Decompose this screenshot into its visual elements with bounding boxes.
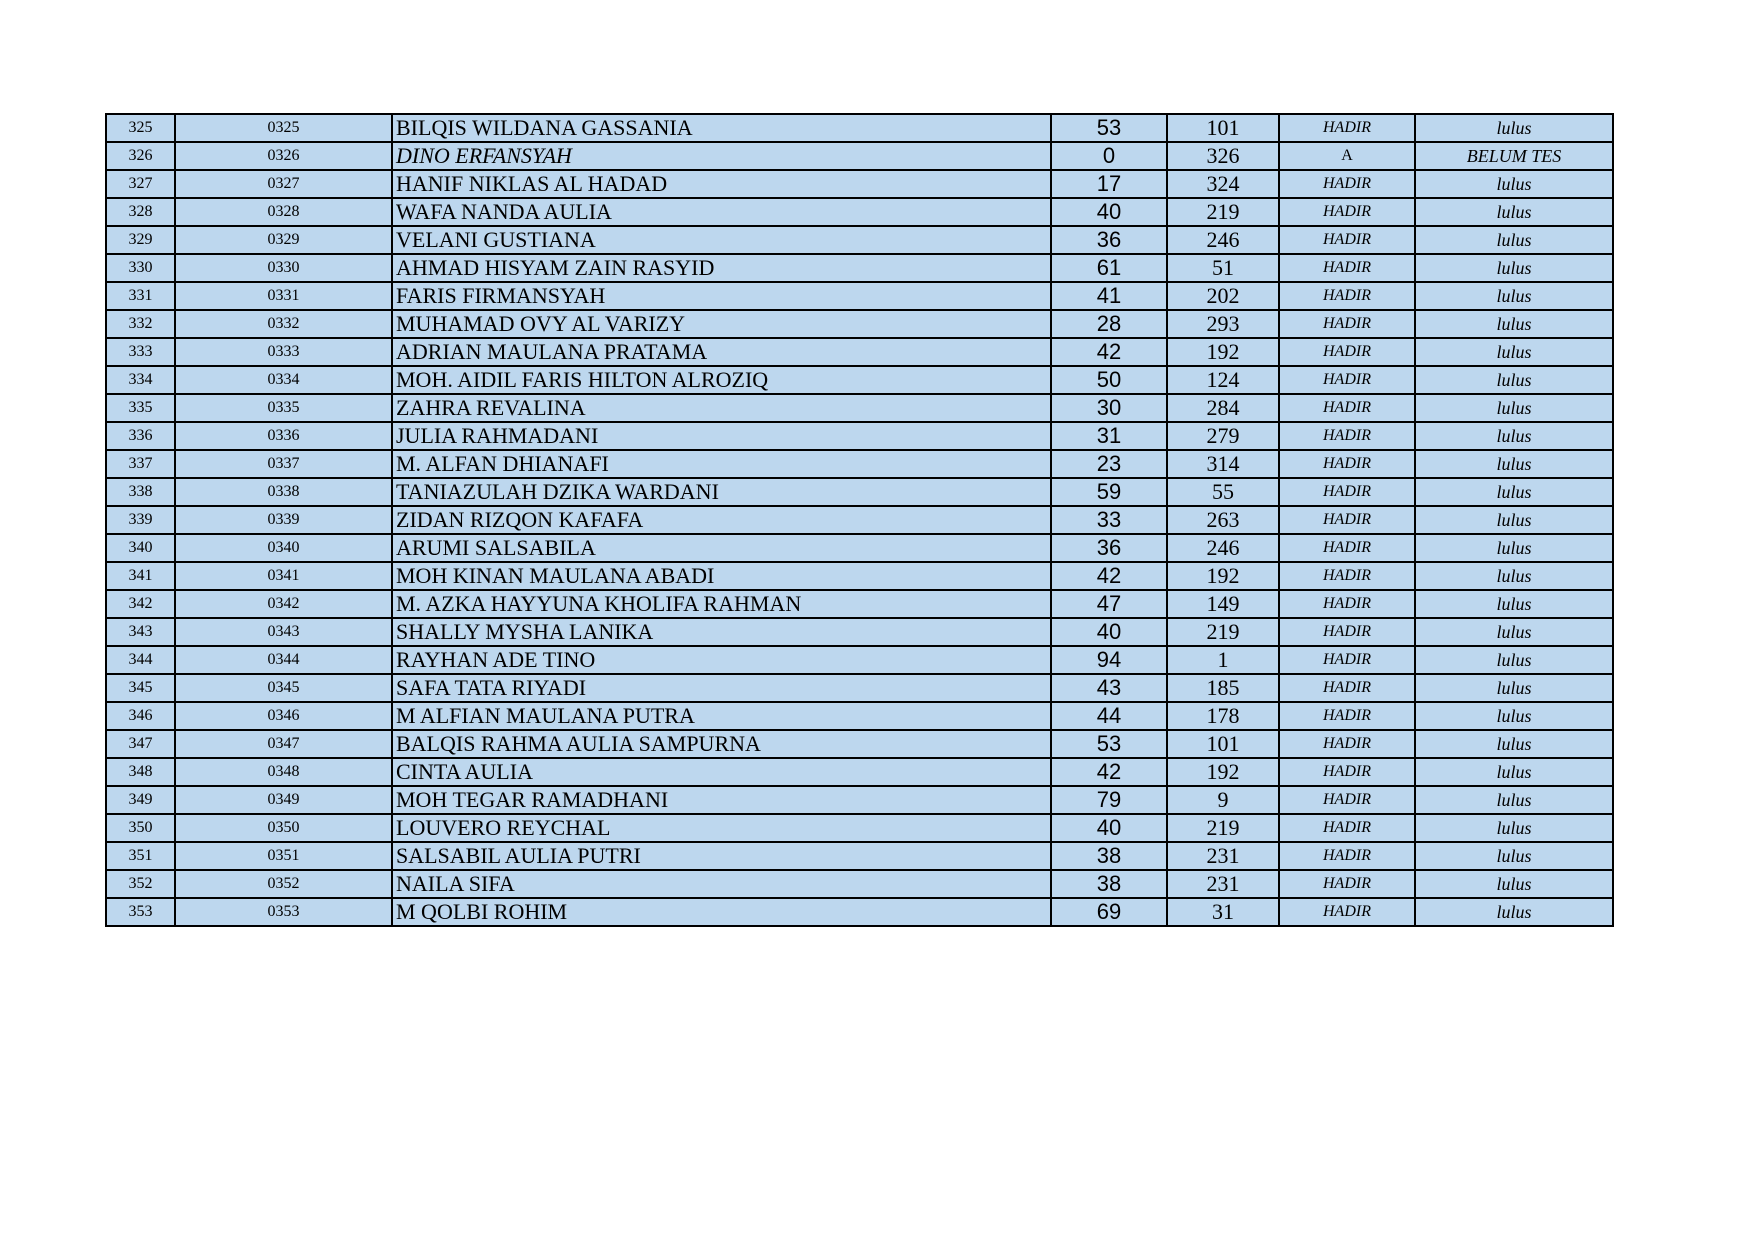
result-cell: lulus bbox=[1415, 534, 1613, 562]
participant-name-cell: SALSABIL AULIA PUTRI bbox=[392, 842, 1051, 870]
row-number-cell: 339 bbox=[106, 506, 175, 534]
attendance-cell: HADIR bbox=[1279, 702, 1415, 730]
rank-cell: 185 bbox=[1167, 674, 1279, 702]
result-cell: lulus bbox=[1415, 198, 1613, 226]
row-number-cell: 331 bbox=[106, 282, 175, 310]
table-row bbox=[106, 898, 1613, 926]
table-row bbox=[106, 254, 1613, 282]
result-cell: lulus bbox=[1415, 226, 1613, 254]
rank-cell: 124 bbox=[1167, 366, 1279, 394]
row-number-cell: 325 bbox=[106, 114, 175, 142]
rank-cell: 219 bbox=[1167, 198, 1279, 226]
attendance-cell: A bbox=[1279, 142, 1415, 170]
row-number-cell: 330 bbox=[106, 254, 175, 282]
attendance-cell: HADIR bbox=[1279, 506, 1415, 534]
participant-id-cell: 0333 bbox=[175, 338, 392, 366]
participant-id-cell: 0331 bbox=[175, 282, 392, 310]
result-cell: lulus bbox=[1415, 758, 1613, 786]
participant-id-cell: 0340 bbox=[175, 534, 392, 562]
score-cell: 17 bbox=[1051, 170, 1167, 198]
row-number-cell: 346 bbox=[106, 702, 175, 730]
row-number-cell: 328 bbox=[106, 198, 175, 226]
participant-name-cell: WAFA NANDA AULIA bbox=[392, 198, 1051, 226]
rank-cell: 51 bbox=[1167, 254, 1279, 282]
table-row bbox=[106, 450, 1613, 478]
table-row bbox=[106, 590, 1613, 618]
row-number-cell: 326 bbox=[106, 142, 175, 170]
table-row bbox=[106, 646, 1613, 674]
attendance-cell: HADIR bbox=[1279, 842, 1415, 870]
results-table-body bbox=[106, 114, 1613, 926]
result-cell: lulus bbox=[1415, 478, 1613, 506]
row-number-cell: 344 bbox=[106, 646, 175, 674]
row-number-cell: 332 bbox=[106, 310, 175, 338]
row-number-cell: 348 bbox=[106, 758, 175, 786]
score-cell: 40 bbox=[1051, 618, 1167, 646]
result-cell: lulus bbox=[1415, 898, 1613, 926]
participant-name-cell: HANIF NIKLAS AL HADAD bbox=[392, 170, 1051, 198]
attendance-cell: HADIR bbox=[1279, 674, 1415, 702]
participant-id-cell: 0344 bbox=[175, 646, 392, 674]
row-number-cell: 353 bbox=[106, 898, 175, 926]
result-cell: lulus bbox=[1415, 870, 1613, 898]
table-row bbox=[106, 422, 1613, 450]
participant-name-cell: M. ALFAN DHIANAFI bbox=[392, 450, 1051, 478]
results-table bbox=[105, 113, 1614, 927]
score-cell: 40 bbox=[1051, 198, 1167, 226]
table-row bbox=[106, 282, 1613, 310]
result-cell: lulus bbox=[1415, 730, 1613, 758]
score-cell: 53 bbox=[1051, 114, 1167, 142]
attendance-cell: HADIR bbox=[1279, 478, 1415, 506]
attendance-cell: HADIR bbox=[1279, 254, 1415, 282]
participant-name-cell: NAILA SIFA bbox=[392, 870, 1051, 898]
table-row bbox=[106, 478, 1613, 506]
attendance-cell: HADIR bbox=[1279, 338, 1415, 366]
score-cell: 42 bbox=[1051, 758, 1167, 786]
score-cell: 40 bbox=[1051, 814, 1167, 842]
score-cell: 47 bbox=[1051, 590, 1167, 618]
result-cell: lulus bbox=[1415, 338, 1613, 366]
score-cell: 79 bbox=[1051, 786, 1167, 814]
participant-id-cell: 0337 bbox=[175, 450, 392, 478]
participant-name-cell: SAFA TATA RIYADI bbox=[392, 674, 1051, 702]
table-row bbox=[106, 870, 1613, 898]
participant-id-cell: 0352 bbox=[175, 870, 392, 898]
score-cell: 30 bbox=[1051, 394, 1167, 422]
participant-name-cell: BALQIS RAHMA AULIA SAMPURNA bbox=[392, 730, 1051, 758]
rank-cell: 149 bbox=[1167, 590, 1279, 618]
score-cell: 36 bbox=[1051, 226, 1167, 254]
participant-id-cell: 0329 bbox=[175, 226, 392, 254]
score-cell: 42 bbox=[1051, 562, 1167, 590]
score-cell: 23 bbox=[1051, 450, 1167, 478]
result-cell: lulus bbox=[1415, 590, 1613, 618]
result-cell: lulus bbox=[1415, 114, 1613, 142]
attendance-cell: HADIR bbox=[1279, 786, 1415, 814]
result-cell: lulus bbox=[1415, 702, 1613, 730]
score-cell: 61 bbox=[1051, 254, 1167, 282]
row-number-cell: 352 bbox=[106, 870, 175, 898]
participant-name-cell: ZIDAN RIZQON KAFAFA bbox=[392, 506, 1051, 534]
attendance-cell: HADIR bbox=[1279, 534, 1415, 562]
participant-name-cell: AHMAD HISYAM ZAIN RASYID bbox=[392, 254, 1051, 282]
row-number-cell: 342 bbox=[106, 590, 175, 618]
score-cell: 50 bbox=[1051, 366, 1167, 394]
score-cell: 42 bbox=[1051, 338, 1167, 366]
score-cell: 41 bbox=[1051, 282, 1167, 310]
rank-cell: 279 bbox=[1167, 422, 1279, 450]
row-number-cell: 337 bbox=[106, 450, 175, 478]
score-cell: 53 bbox=[1051, 730, 1167, 758]
row-number-cell: 338 bbox=[106, 478, 175, 506]
result-cell: lulus bbox=[1415, 310, 1613, 338]
row-number-cell: 329 bbox=[106, 226, 175, 254]
rank-cell: 101 bbox=[1167, 114, 1279, 142]
participant-name-cell: JULIA RAHMADANI bbox=[392, 422, 1051, 450]
rank-cell: 231 bbox=[1167, 842, 1279, 870]
table-row bbox=[106, 674, 1613, 702]
score-cell: 44 bbox=[1051, 702, 1167, 730]
result-cell: lulus bbox=[1415, 506, 1613, 534]
result-cell: lulus bbox=[1415, 366, 1613, 394]
table-row bbox=[106, 170, 1613, 198]
participant-name-cell: TANIAZULAH DZIKA WARDANI bbox=[392, 478, 1051, 506]
participant-name-cell: RAYHAN ADE TINO bbox=[392, 646, 1051, 674]
rank-cell: 101 bbox=[1167, 730, 1279, 758]
participant-name-cell: M. AZKA HAYYUNA KHOLIFA RAHMAN bbox=[392, 590, 1051, 618]
participant-name-cell: ZAHRA REVALINA bbox=[392, 394, 1051, 422]
rank-cell: 324 bbox=[1167, 170, 1279, 198]
table-row bbox=[106, 814, 1613, 842]
score-cell: 33 bbox=[1051, 506, 1167, 534]
row-number-cell: 333 bbox=[106, 338, 175, 366]
attendance-cell: HADIR bbox=[1279, 730, 1415, 758]
table-row bbox=[106, 758, 1613, 786]
table-row bbox=[106, 702, 1613, 730]
attendance-cell: HADIR bbox=[1279, 814, 1415, 842]
participant-id-cell: 0341 bbox=[175, 562, 392, 590]
result-cell: lulus bbox=[1415, 562, 1613, 590]
participant-name-cell: BILQIS WILDANA GASSANIA bbox=[392, 114, 1051, 142]
table-row bbox=[106, 226, 1613, 254]
participant-name-cell: MOH KINAN MAULANA ABADI bbox=[392, 562, 1051, 590]
table-row bbox=[106, 618, 1613, 646]
rank-cell: 326 bbox=[1167, 142, 1279, 170]
row-number-cell: 327 bbox=[106, 170, 175, 198]
table-row bbox=[106, 842, 1613, 870]
table-row bbox=[106, 338, 1613, 366]
attendance-cell: HADIR bbox=[1279, 198, 1415, 226]
participant-id-cell: 0335 bbox=[175, 394, 392, 422]
result-cell: BELUM TES bbox=[1415, 142, 1613, 170]
participant-id-cell: 0327 bbox=[175, 170, 392, 198]
participant-id-cell: 0330 bbox=[175, 254, 392, 282]
participant-id-cell: 0339 bbox=[175, 506, 392, 534]
result-cell: lulus bbox=[1415, 170, 1613, 198]
participant-name-cell: M ALFIAN MAULANA PUTRA bbox=[392, 702, 1051, 730]
attendance-cell: HADIR bbox=[1279, 618, 1415, 646]
attendance-cell: HADIR bbox=[1279, 870, 1415, 898]
table-row bbox=[106, 534, 1613, 562]
attendance-cell: HADIR bbox=[1279, 758, 1415, 786]
participant-id-cell: 0342 bbox=[175, 590, 392, 618]
result-cell: lulus bbox=[1415, 646, 1613, 674]
rank-cell: 246 bbox=[1167, 534, 1279, 562]
table-row bbox=[106, 114, 1613, 142]
rank-cell: 192 bbox=[1167, 562, 1279, 590]
participant-name-cell: M QOLBI ROHIM bbox=[392, 898, 1051, 926]
result-cell: lulus bbox=[1415, 282, 1613, 310]
score-cell: 36 bbox=[1051, 534, 1167, 562]
table-row bbox=[106, 506, 1613, 534]
attendance-cell: HADIR bbox=[1279, 646, 1415, 674]
participant-name-cell: VELANI GUSTIANA bbox=[392, 226, 1051, 254]
rank-cell: 178 bbox=[1167, 702, 1279, 730]
attendance-cell: HADIR bbox=[1279, 450, 1415, 478]
participant-id-cell: 0325 bbox=[175, 114, 392, 142]
row-number-cell: 341 bbox=[106, 562, 175, 590]
rank-cell: 314 bbox=[1167, 450, 1279, 478]
rank-cell: 55 bbox=[1167, 478, 1279, 506]
table-row bbox=[106, 730, 1613, 758]
participant-id-cell: 0332 bbox=[175, 310, 392, 338]
score-cell: 69 bbox=[1051, 898, 1167, 926]
attendance-cell: HADIR bbox=[1279, 226, 1415, 254]
participant-id-cell: 0336 bbox=[175, 422, 392, 450]
participant-id-cell: 0353 bbox=[175, 898, 392, 926]
row-number-cell: 351 bbox=[106, 842, 175, 870]
rank-cell: 284 bbox=[1167, 394, 1279, 422]
score-cell: 28 bbox=[1051, 310, 1167, 338]
participant-id-cell: 0347 bbox=[175, 730, 392, 758]
participant-id-cell: 0338 bbox=[175, 478, 392, 506]
rank-cell: 1 bbox=[1167, 646, 1279, 674]
attendance-cell: HADIR bbox=[1279, 394, 1415, 422]
table-row bbox=[106, 310, 1613, 338]
score-cell: 38 bbox=[1051, 870, 1167, 898]
rank-cell: 293 bbox=[1167, 310, 1279, 338]
table-row bbox=[106, 142, 1613, 170]
attendance-cell: HADIR bbox=[1279, 282, 1415, 310]
participant-name-cell: MOH TEGAR RAMADHANI bbox=[392, 786, 1051, 814]
score-cell: 0 bbox=[1051, 142, 1167, 170]
attendance-cell: HADIR bbox=[1279, 170, 1415, 198]
result-cell: lulus bbox=[1415, 814, 1613, 842]
participant-id-cell: 0345 bbox=[175, 674, 392, 702]
row-number-cell: 345 bbox=[106, 674, 175, 702]
participant-name-cell: MOH. AIDIL FARIS HILTON ALROZIQ bbox=[392, 366, 1051, 394]
result-cell: lulus bbox=[1415, 674, 1613, 702]
score-cell: 43 bbox=[1051, 674, 1167, 702]
score-cell: 38 bbox=[1051, 842, 1167, 870]
rank-cell: 219 bbox=[1167, 814, 1279, 842]
participant-id-cell: 0326 bbox=[175, 142, 392, 170]
result-cell: lulus bbox=[1415, 618, 1613, 646]
participant-name-cell: LOUVERO REYCHAL bbox=[392, 814, 1051, 842]
row-number-cell: 350 bbox=[106, 814, 175, 842]
participant-name-cell: DINO ERFANSYAH bbox=[392, 142, 1051, 170]
rank-cell: 219 bbox=[1167, 618, 1279, 646]
result-cell: lulus bbox=[1415, 786, 1613, 814]
participant-id-cell: 0328 bbox=[175, 198, 392, 226]
attendance-cell: HADIR bbox=[1279, 422, 1415, 450]
participant-name-cell: SHALLY MYSHA LANIKA bbox=[392, 618, 1051, 646]
attendance-cell: HADIR bbox=[1279, 562, 1415, 590]
result-cell: lulus bbox=[1415, 394, 1613, 422]
result-cell: lulus bbox=[1415, 254, 1613, 282]
rank-cell: 202 bbox=[1167, 282, 1279, 310]
participant-name-cell: CINTA AULIA bbox=[392, 758, 1051, 786]
row-number-cell: 334 bbox=[106, 366, 175, 394]
rank-cell: 263 bbox=[1167, 506, 1279, 534]
table-row bbox=[106, 366, 1613, 394]
row-number-cell: 349 bbox=[106, 786, 175, 814]
participant-id-cell: 0349 bbox=[175, 786, 392, 814]
attendance-cell: HADIR bbox=[1279, 366, 1415, 394]
score-cell: 59 bbox=[1051, 478, 1167, 506]
score-cell: 31 bbox=[1051, 422, 1167, 450]
rank-cell: 231 bbox=[1167, 870, 1279, 898]
result-cell: lulus bbox=[1415, 422, 1613, 450]
rank-cell: 192 bbox=[1167, 338, 1279, 366]
participant-id-cell: 0334 bbox=[175, 366, 392, 394]
rank-cell: 9 bbox=[1167, 786, 1279, 814]
table-row bbox=[106, 786, 1613, 814]
attendance-cell: HADIR bbox=[1279, 590, 1415, 618]
table-row bbox=[106, 198, 1613, 226]
rank-cell: 31 bbox=[1167, 898, 1279, 926]
row-number-cell: 343 bbox=[106, 618, 175, 646]
attendance-cell: HADIR bbox=[1279, 898, 1415, 926]
participant-id-cell: 0343 bbox=[175, 618, 392, 646]
table-row bbox=[106, 394, 1613, 422]
participant-id-cell: 0348 bbox=[175, 758, 392, 786]
participant-id-cell: 0346 bbox=[175, 702, 392, 730]
participant-name-cell: FARIS FIRMANSYAH bbox=[392, 282, 1051, 310]
attendance-cell: HADIR bbox=[1279, 114, 1415, 142]
row-number-cell: 335 bbox=[106, 394, 175, 422]
score-cell: 94 bbox=[1051, 646, 1167, 674]
attendance-cell: HADIR bbox=[1279, 310, 1415, 338]
row-number-cell: 340 bbox=[106, 534, 175, 562]
participant-name-cell: ADRIAN MAULANA PRATAMA bbox=[392, 338, 1051, 366]
participant-id-cell: 0351 bbox=[175, 842, 392, 870]
participant-name-cell: ARUMI SALSABILA bbox=[392, 534, 1051, 562]
table-row bbox=[106, 562, 1613, 590]
row-number-cell: 347 bbox=[106, 730, 175, 758]
rank-cell: 246 bbox=[1167, 226, 1279, 254]
participant-id-cell: 0350 bbox=[175, 814, 392, 842]
result-cell: lulus bbox=[1415, 842, 1613, 870]
participant-name-cell: MUHAMAD OVY AL VARIZY bbox=[392, 310, 1051, 338]
rank-cell: 192 bbox=[1167, 758, 1279, 786]
row-number-cell: 336 bbox=[106, 422, 175, 450]
result-cell: lulus bbox=[1415, 450, 1613, 478]
